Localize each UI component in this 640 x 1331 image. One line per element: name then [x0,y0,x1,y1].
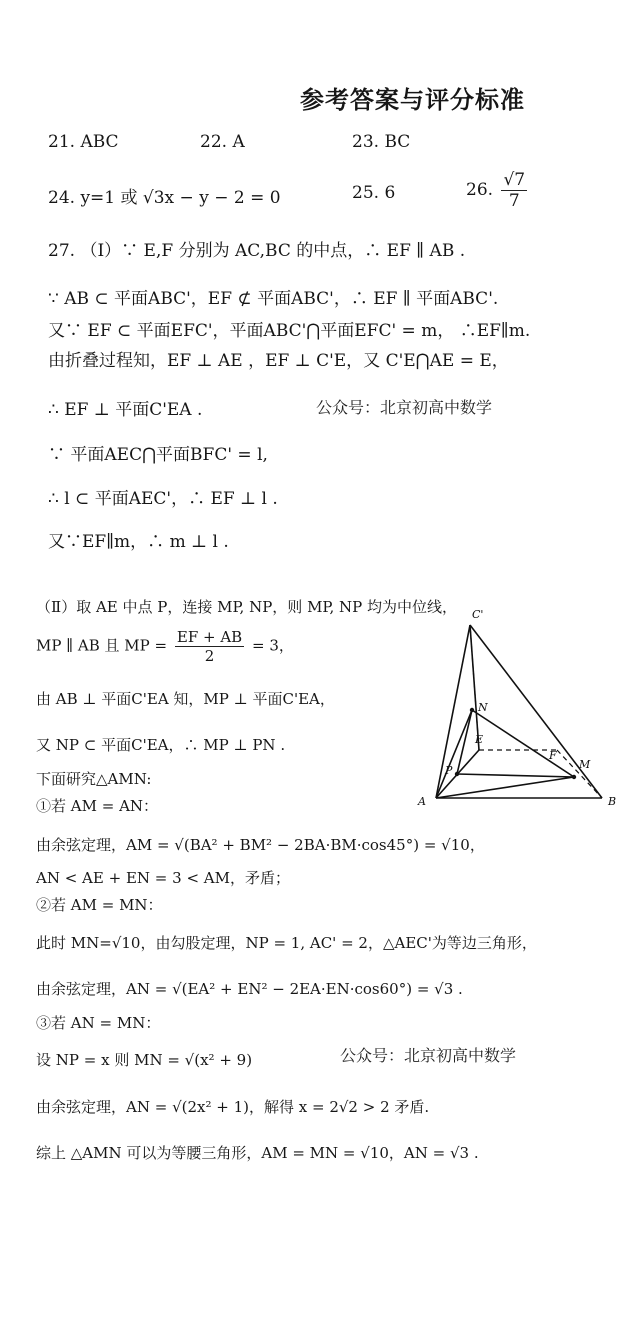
part2-line-1: 由 AB ⊥ 平面C'EA 知，MP ⊥ 平面C'EA， [36,690,335,708]
part1-line-7: ∴ l ⊂ 平面AEC'，∴ EF ⊥ l . [48,489,278,509]
watermark-1: 公众号：北京初高中数学 [316,398,493,417]
part2-line-4: ①若 AM = AN： [36,797,159,815]
fraction-numerator: √7 [503,170,526,190]
edge-p-m [457,774,574,777]
edge-n-a [436,710,472,798]
edge-n-m [472,710,574,777]
point-m [572,775,576,779]
part2-line-3: 下面研究△AMN: [36,770,152,788]
fraction-denominator: 2 [204,647,215,665]
answer-26-number: 26. [466,180,494,200]
part2-line-12: 由余弦定理，AN = √(2x² + 1)，解得 x = 2√2 > 2 矛盾. [36,1098,430,1116]
label-f: F [549,749,557,762]
part2-line-8: 此时 MN=√10，由勾股定理，NP = 1, AC' = 2，△AEC'为等边三角形， [36,934,537,952]
answer-26 [466,170,530,211]
mp-fraction [175,628,244,665]
part2-line-11: 设 NP = x 则 MN = √(x² + 9) [36,1051,253,1069]
label-p: P [445,764,453,777]
part2-line-5: 由余弦定理，AM = √(BA² + BM² − 2BA·BM·cos45°) = √10， [36,836,485,854]
answer-23: 23. BC [352,132,411,152]
part1-line-2: ∵ AB ⊂ 平面ABC'，EF ⊄ 平面ABC'，∴ EF ∥ 平面ABC'. [48,289,499,309]
part2-line-2: 又 NP ⊂ 平面C'EA，∴ MP ⊥ PN . [36,736,286,754]
part1-line-5: ∴ EF ⊥ 平面C'EA . [48,400,203,420]
part1-line-6: ∵ 平面AEC⋂平面BFC' = l, [48,445,268,465]
fraction-numerator: EF + AB [176,628,243,646]
watermark-2: 公众号：北京初高中数学 [340,1046,517,1065]
geometry-figure [412,600,634,815]
edge-a-m [436,777,574,798]
label-b: B [608,795,617,808]
answer-25: 25. 6 [352,183,396,203]
fraction-denominator: 7 [508,191,520,211]
part1-line-8: 又∵EF∥m，∴ m ⊥ l . [48,532,229,552]
point-n [470,708,474,712]
edge-c-b [470,625,602,798]
mp-prefix: MP ∥ AB 且 MP = [36,636,168,655]
part1-line-3: 又∵ EF ⊂ 平面EFC'，平面ABC'⋂平面EFC' = m， ∴EF∥m. [48,321,531,341]
answer-26-fraction [501,170,527,211]
part2-line-9: 由余弦定理，AN = √(EA² + EN² − 2EA·EN·cos60°) = √3 . [36,980,463,998]
label-a: A [418,795,426,808]
pyramid-diagram [412,600,634,815]
point-p [455,772,459,776]
part1-line-4: 由折叠过程知，EF ⊥ AE ，EF ⊥ C'E，又 C'E⋂AE = E， [48,351,509,371]
label-c-prime: C' [472,608,484,621]
part1-line-1: 27. （Ⅰ）∵ E,F 分别为 AC,BC 的中点，∴ EF ∥ AB . [48,241,466,261]
page-title: 参考答案与评分标准 [300,86,525,114]
part2-mp-equation [36,628,294,665]
label-e: E [475,733,484,746]
edge-c-a [436,625,470,798]
answer-22: 22. A [200,132,245,152]
part2-line-13: 综上 △AMN 可以为等腰三角形，AM = MN = √10，AN = √3 . [36,1144,479,1162]
mp-suffix: = 3， [252,636,294,655]
part2-line-6: AN < AE + EN = 3 < AM，矛盾； [36,869,290,887]
part2-line-10: ③若 AN = MN： [36,1014,161,1032]
part2-line-7: ②若 AM = MN： [36,896,163,914]
label-n: N [478,701,488,714]
answer-21: 21. ABC [48,132,119,152]
answer-24: 24. y=1 或 √3x − y − 2 = 0 [48,188,281,208]
label-m: M [579,758,591,771]
part2-intro: （Ⅱ）取 AE 中点 P，连接 MP, NP，则 MP, NP 均为中位线， [36,598,458,616]
